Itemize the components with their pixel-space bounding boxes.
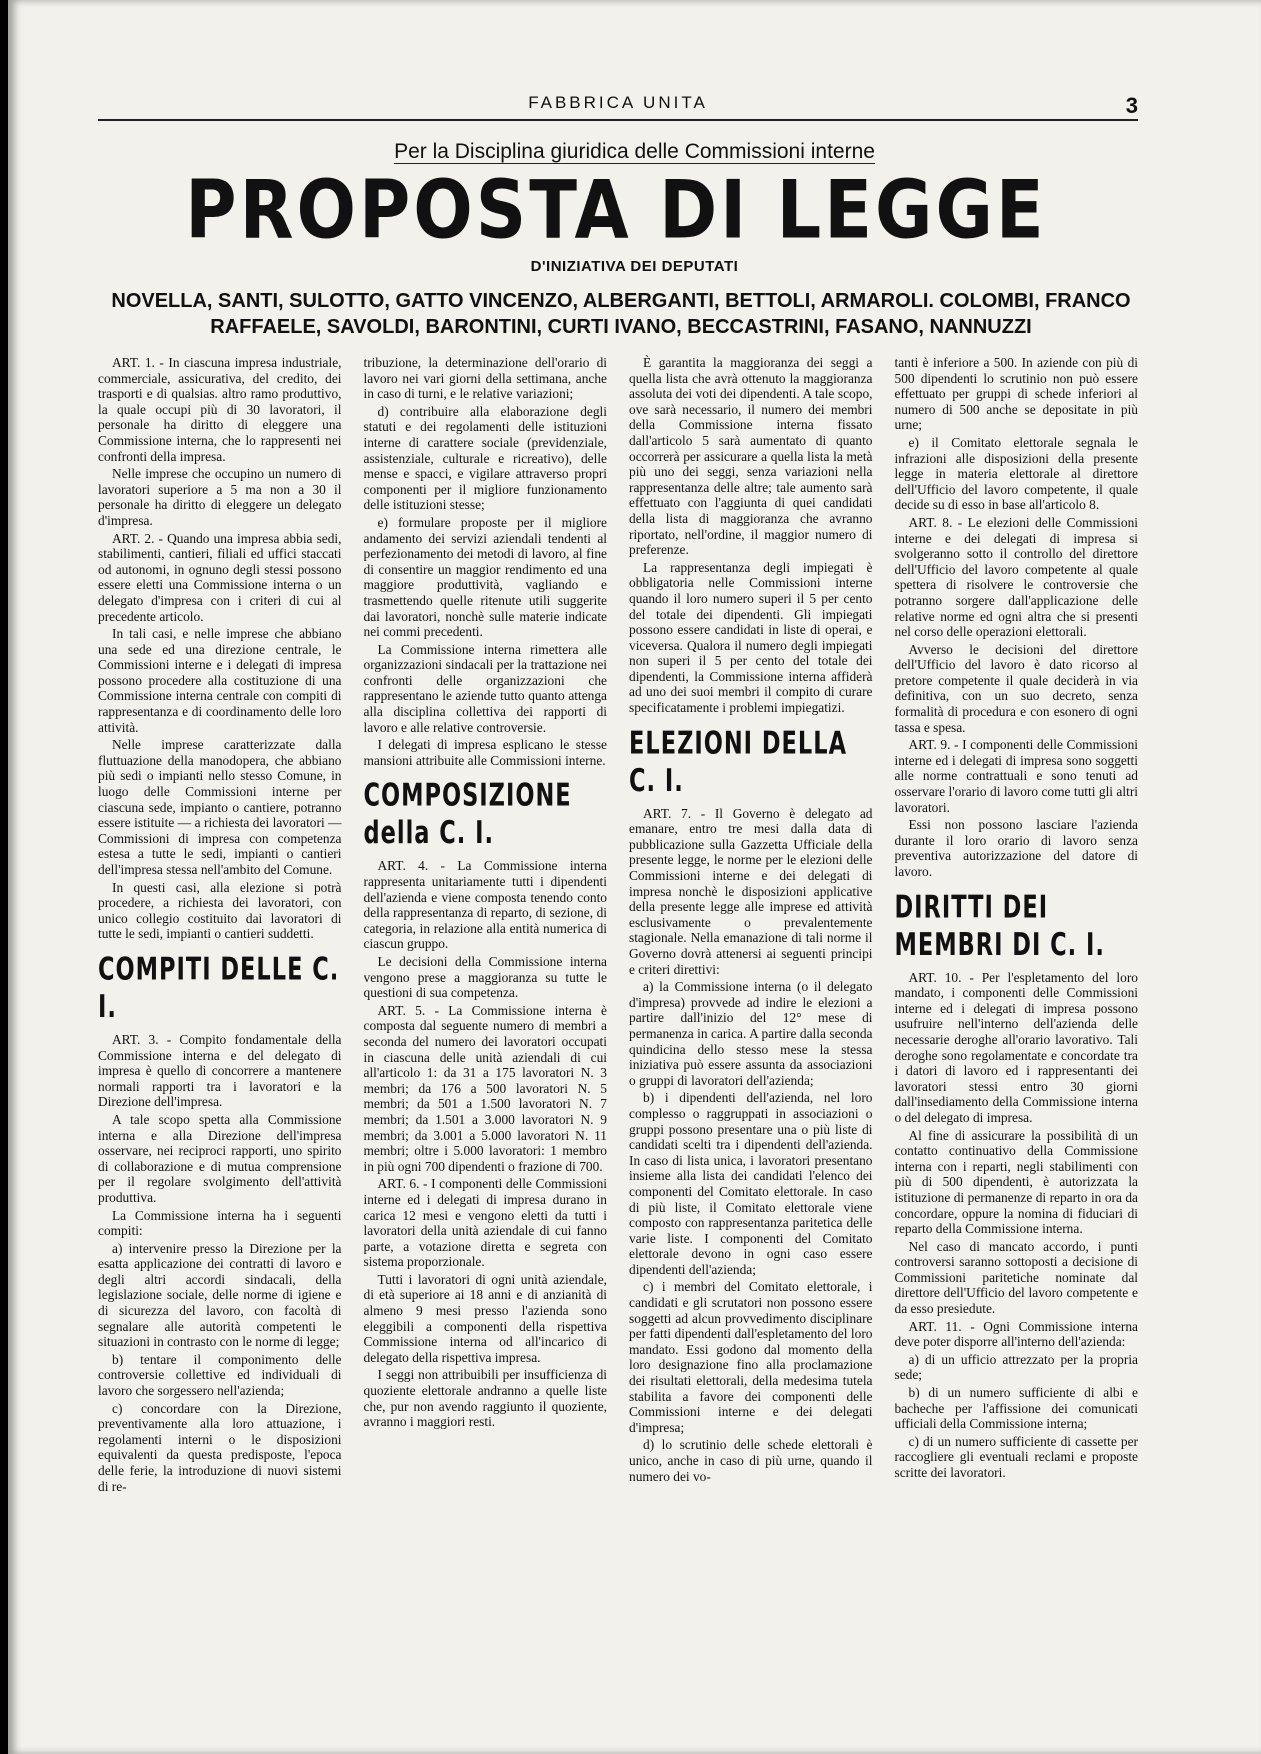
- paragraph: ART. 7. - Il Governo è delegato ad emanare, entro tre mesi dalla data di pubblicazione sulla Gazzetta Ufficiale della presente legge, le norme per le elezioni delle Commissioni interne e dei delegati di impresa nonchè le disposizioni applicative della presente legge alle imprese ed attività esclusivamente o prevalentemente stagionale. Nella emanazione di tali norme il Governo dovrà attenersi ai seguenti principi e criteri direttivi:: [629, 805, 873, 977]
- deputies-list: NOVELLA, SANTI, SULOTTO, GATTO VINCENZO, ALBERGANTI, BETTOLI, ARMAROLI. COLOMBI, FRANCO RAFFAELE, SAVOLDI, BARONTINI, CURTI IVANO, BECCASTRINI, FASANO, NANNUZZI: [111, 290, 1131, 338]
- section-heading: COMPITI DELLE C. I.: [98, 950, 340, 1025]
- paragraph: ART. 11. - Ogni Commissione interna deve poter disporre all'interno dell'azienda:: [894, 1318, 1138, 1350]
- paragraph: In tali casi, e nelle imprese che abbiano una sede ed una direzione centrale, le Commissioni interne e i delegati di impresa possono procedere alla costituzione di una Commissione interna centrale con compiti di rappresentanza e di coordinamento delle loro attività.: [98, 626, 342, 735]
- headline: PROPOSTA DI LEGGE: [185, 162, 1047, 258]
- paragraph: ART. 5. - La Commissione interna è composta dal seguente numero di membri a seconda del numero dei lavoratori occupati in ciascuna delle unità aziendali di cui all'articolo 1: da 31 a 175 lavoratori N. 3 membri; da 176 a 500 lavoratori N. 5 membri; da 501 a 1.500 lavoratori N. 7 membri; da 1.501 a 3.000 lavoratori N. 9 membri; da 3.001 a 5.000 lavoratori N. 11 membri; oltre i 5.000 lavoratori: 1 membro in più ogni 700 dipendenti o frazione di 700.: [363, 1002, 607, 1174]
- paragraph: Avverso le decisioni del direttore dell'Ufficio del lavoro è dato ricorso al pretore competente il quale deciderà in via definitiva, con un suo decreto, senza formalità di procedura e con esonero di ogni tassa e spesa.: [894, 641, 1138, 735]
- column-2: [364, 355, 608, 1695]
- paragraph: ART. 4. - La Commissione interna rappresenta unitariamente tutti i dipendenti dell'azienda e viene composta tenendo conto della rappresentanza di reparto, di sezione, di categoria, in relazione alla entità numerica di ciascun gruppo.: [363, 858, 607, 952]
- paragraph: ART. 8. - Le elezioni delle Commissioni interne e dei delegati di impresa si svolgeranno sotto il controllo del direttore dell'Ufficio del lavoro competente al quale spettera di risolvere le controversie che potranno sorgere dall'applicazione delle relative norme ed ogni altra che si presenti nel corso delle operazioni elettorali.: [894, 514, 1138, 640]
- column-4: [895, 355, 1139, 1695]
- paragraph: I delegati di impresa esplicano le stesse mansioni attribuite alle Commissioni interne.: [363, 737, 607, 768]
- paragraph: Le decisioni della Commissione interna vengono prese a maggioranza su tutte le questioni di sua competenza.: [363, 954, 607, 1001]
- paragraph: e) formulare proposte per il migliore andamento dei servizi aziendali tendenti al perfezionamento dei metodi di lavoro, al fine di consentire un maggior rendimento ed una maggiore produttività, vagliando e trasmettendo quelle ritenute utili suggerite dai lavoratori, nonchè sulle materie indicate nei commi precedenti.: [363, 514, 607, 640]
- paragraph: ART. 6. - I componenti delle Commissioni interne ed i delegati di impresa durano in carica 12 mesi e vengono eletti da tutti i lavoratori della unità aziendale di cui fanno parte, a votazione diretta e segreta con sistema proporzionale.: [363, 1176, 607, 1270]
- paragraph: Nelle imprese caratterizzate dalla fluttuazione della manodopera, che abbiano più sedi o impianti nello stesso Comune, in luogo delle Commissioni interne per ciascuna sede, impianto o cantiere, potranno essere istituite — a richiesta dei lavoratori — Commissioni di impresa con competenza estesa a tutte le sedi, impianti o cantieri dell'impresa stessa nell'ambito del Comune.: [98, 737, 342, 877]
- paragraph: ART. 2. - Quando una impresa abbia sedi, stabilimenti, cantieri, filiali ed uffici staccati od autonomi, in ognuno degli stessi possono essere eletti una Commissione interna o un delegato d'impresa con i criteri di cui al precedente articolo.: [98, 530, 342, 624]
- paragraph: c) di un numero sufficiente di cassette per raccogliere gli eventuali reclami e proposte scritte dei lavoratori.: [894, 1433, 1138, 1480]
- paragraph: c) concordare con la Direzione, preventivamente alla loro attuazione, i regolamenti interni o le disposizioni equivalenti da questa predisposte, l'epoca delle ferie, la introduzione di nuovi sistemi di re-: [98, 1400, 342, 1494]
- paragraph: ART. 9. - I componenti delle Commissioni interne ed i delegati di impresa sono soggetti alle norme contrattuali e sono tenuti ad osservare l'orario di lavoro come tutti gli altri lavoratori.: [894, 737, 1138, 815]
- paragraph: Al fine di assicurare la possibilità di un contatto continuativo della Commissione interna con i reparti, negli stabilimenti con più di 500 dipendenti, è autorizzata la istituzione di permanenze di reparto in ora da concordare, oppure la nomina di fiduciari di reparto della Commissione interna.: [894, 1127, 1138, 1237]
- paragraph: Nelle imprese che occupino un numero di lavoratori superiore a 5 ma non a 30 il personale ha diritto di eleggere un delegato d'impresa.: [98, 466, 342, 528]
- paragraph: b) i dipendenti dell'azienda, nel loro complesso o raggruppati in associazioni o gruppi possono presentare una o più liste di candidati scelti tra i dipendenti dell'azienda. In caso di lista unica, i lavoratori presentano insieme alla lista dei candidati l'elenco dei componenti del Comitato elettorale. In caso di più liste, il Comitato elettorale viene composto con rappresentanza paritetica delle varie liste. I componenti del Comitato elettorale devono in ogni caso essere dipendenti dell'azienda;: [629, 1090, 873, 1277]
- paragraph: È garantita la maggioranza dei seggi a quella lista che avrà ottenuto la maggioranza assoluta dei voti dei dipendenti. A tale scopo, ove sarà necessario, il numero dei membri della Commissione interna fissato dall'articolo 5 sarà aumentato di quanto occorrerà per assicurare a quella lista la metà più uno dei seggi, senza variazioni nella rappresentanza delle altre; tale aumento sarà effettuato con l'aggiunta di quei candidati della lista di maggioranza che avranno riportato, nell'ordine, il maggior numero di preferenze.: [629, 355, 873, 558]
- paragraph: ART. 1. - In ciascuna impresa industriale, commerciale, assicurativa, del credito, dei trasporti e di qualsias. altro ramo produttivo, la quale occupi più di 30 lavoratori, il personale ha diritto di eleggere una Commissione interna, che lo rappresenti nei confronti della impresa.: [98, 355, 342, 464]
- paragraph: A tale scopo spetta alla Commissione interna e alla Direzione dell'impresa osservare, nei reciproci rapporti, uno spirito di collaborazione e di mutua comprensione per il regolare svolgimento dell'attività produttiva.: [98, 1111, 342, 1205]
- newspaper-page: [8, 0, 1261, 1754]
- paragraph: ART. 3. - Compito fondamentale della Commissione interna e del delegato di impresa è quello di concorrere a mantenere normali rapporti tra i lavoratori e la Direzione dell'impresa.: [98, 1031, 342, 1110]
- paragraph: Essi non possono lasciare l'azienda durante il loro orario di lavoro senza preventiva autorizzazione del datore di lavoro.: [894, 817, 1138, 879]
- running-title: FABBRICA UNITA: [528, 93, 708, 112]
- paragraph: a) intervenire presso la Direzione per la esatta applicazione dei contratti di lavoro e degli altri accordi sindacali, della legislazione sociale, delle norme di igiene e di sicurezza del lavoro, con facoltà di segnalare alle autorità competenti le situazioni in contrasto con le norme di legge;: [98, 1240, 342, 1350]
- paragraph: La rappresentanza degli impiegati è obbligatoria nelle Commissioni interne quando il loro numero superi il 5 per cento del totale dei dipendenti. Gli impiegati possono essere candidati in liste di operai, e viceversa. Qualora il numero degli impiegati non superi il 5 per cento del totale dei dipendenti, la Commissione interna affiderà ad uno dei suoi membri il compito di curare specificatamente i problemi impiegatizi.: [629, 559, 873, 716]
- paragraph: La Commissione interna ha i seguenti compiti:: [98, 1207, 342, 1239]
- section-heading: COMPOSIZIONE della C. I.: [363, 776, 572, 851]
- paragraph: b) tentare il componimento delle controversie collettive ed individuali di lavoro che sorgessero nell'azienda;: [98, 1351, 342, 1399]
- paragraph: ART. 10. - Per l'espletamento del loro mandato, i componenti delle Commissioni interne ed i delegati di impresa possono usufruire nell'interno dell'azienda delle necessarie deroghe all'orario lavorativo. Tali deroghe sono regolamentate e concordate tra i datori di lavoro ed i rappresentanti dei lavoratori stessi entro 30 giorni dall'insediamento della Commissione interna o del delegato di impresa.: [894, 969, 1138, 1125]
- kicker: [8, 140, 1261, 164]
- paragraph: c) i membri del Comitato elettorale, i candidati e gli scrutatori non possono essere soggetti ad alcun provvedimento disciplinare per fatti dipendenti dall'espletamento del loro mandato. Essi godono dal momento della loro designazione fino alla proclamazione dei risultati elettorali, della medesima tutela stabilita a favore dei componenti delle Commissioni interne e dei delegati d'impresa;: [629, 1279, 873, 1435]
- paragraph: b) di un numero sufficiente di albi e bacheche per l'affissione dei comunicati ufficiali della Commissione interna;: [894, 1385, 1138, 1432]
- column-3: [629, 355, 873, 1695]
- running-header: [98, 93, 1138, 121]
- paragraph: I seggi non attribuibili per insufficienza di quoziente elettorale andranno a quelle liste che, pur non avendo raggiunto il quoziente, avranno i maggiori resti.: [363, 1367, 607, 1430]
- paragraph: Tutti i lavoratori di ogni unità aziendale, di età superiore ai 18 anni e di anzianità di almeno 9 mesi presso l'azienda sono eleggibili a componenti della rispettiva Commissione interna od all'incarico di delegato della rispettiva impresa.: [363, 1271, 607, 1365]
- paragraph: d) lo scrutinio delle schede elettorali è unico, anche in caso di più urne, quando il numero dei vo-: [629, 1437, 873, 1484]
- section-heading: ELEZIONI DELLA C. I.: [629, 724, 847, 798]
- kicker-text: Per la Disciplina giuridica delle Commissioni interne: [394, 140, 875, 163]
- article-columns: [98, 355, 1138, 1695]
- paragraph: a) la Commissione interna (o il delegato d'impresa) provvede ad indire le elezioni a partire dall'inizio del 12° mese di permanenza in carica. A partire dalla seconda quindicina dello stesso mese la stessa iniziativa può essere assunta da associazioni o gruppi di lavoratori dell'azienda;: [629, 979, 873, 1088]
- paragraph: La Commissione interna rimettera alle organizzazioni sindacali per la trattazione nei confronti delle organizzazioni che rappresentano le aziende tutto quanto attenga alla disciplina collettiva dei rapporti di lavoro e alle relative controversie.: [363, 641, 607, 735]
- paragraph: tanti è inferiore a 500. In aziende con più di 500 dipendenti lo scrutinio non può essere effettuato per gruppi di schede inferiori al numero di 500 anche se depositate in più urne;: [894, 355, 1138, 433]
- paragraph: Nel caso di mancato accordo, i punti controversi saranno sottoposti a decisione di Commissioni paritetiche nominate dal direttore dell'Ufficio del lavoro competente e da esso presiedute.: [894, 1238, 1138, 1317]
- column-1: [98, 355, 342, 1695]
- page-number: 3: [1125, 93, 1138, 118]
- section-heading: DIRITTI DEI MEMBRI DI C. I.: [894, 888, 1105, 962]
- paragraph: In questi casi, alla elezione si potrà procedere, a richiesta dei lavoratori, con unico collegio costituito dai lavoratori di tutte le sedi, impianti o cantieri suddetti.: [98, 879, 342, 942]
- paragraph: e) il Comitato elettorale segnala le infrazioni alle disposizioni della presente legge in materia elettorale al direttore dell'Ufficio del lavoro competente, il quale decide su di esso in base all'articolo 8.: [894, 434, 1138, 513]
- initiative-line: D'INIZIATIVA DEI DEPUTATI: [530, 258, 739, 275]
- paragraph: tribuzione, la determinazione dell'orario di lavoro nei vari giorni della settimana, anche in caso di turni, e le relative variazioni;: [363, 355, 607, 402]
- paragraph: d) contribuire alla elaborazione degli statuti e dei regolamenti delle istituzioni interne di carattere sociale (previdenziale, assistenziale, culturale e ricreativo), delle mense e spacci, e vigilare attraverso propri componenti per il migliore funzionamento delle istituzioni stesse;: [363, 403, 607, 513]
- paragraph: a) di un ufficio attrezzato per la propria sede;: [894, 1351, 1138, 1383]
